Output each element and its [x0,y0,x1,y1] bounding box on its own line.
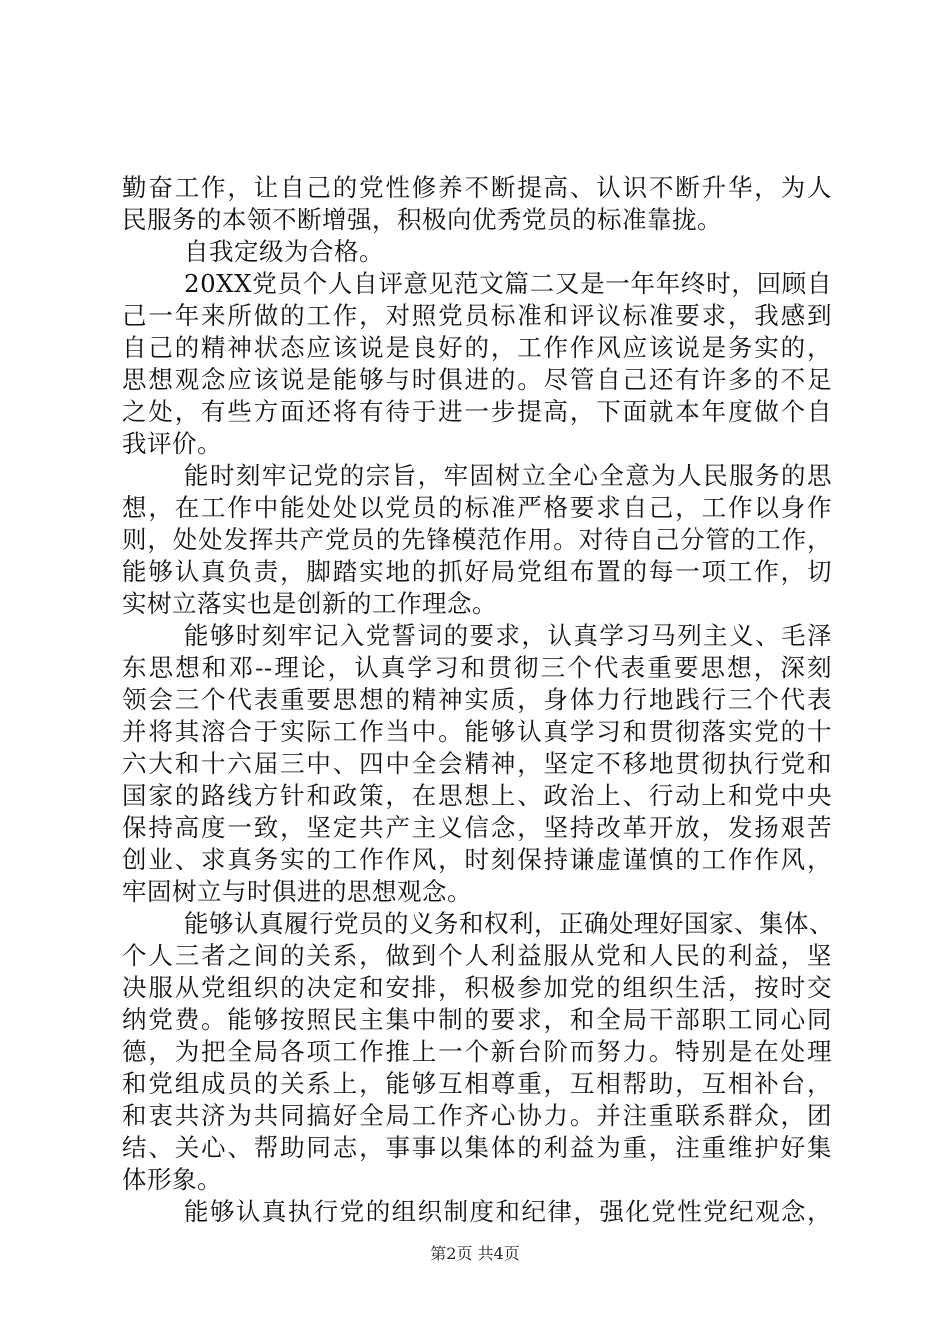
text-line: 20XX党员个人自评意见范文篇二又是一年年终时，回顾自 [184,269,832,298]
text-line: 实树立落实也是创新的工作理念。 [122,589,497,618]
text-line: 能够认真履行党员的义务和权利，正确处理好国家、集体、 [184,909,834,938]
text-line: 则，处处发挥共产党员的先锋模范作用。对待自己分管的工作， [122,525,832,554]
text-line: 能够时刻牢记入党誓词的要求，认真学习马列主义、毛泽 [184,621,832,650]
text-line: 自我定级为合格。 [184,237,384,266]
text-line: 结、关心、帮助同志，事事以集体的利益为重，注重维护好集 [122,1133,832,1162]
page-number-label: 第2页 共4页 [430,1244,520,1263]
text-line: 自己的精神状态应该说是良好的，工作作风应该说是务实的， [122,333,832,362]
text-line: 想，在工作中能处处以党员的标准严格要求自己，工作以身作 [122,493,832,522]
text-line: 牢固树立与时俱进的思想观念。 [122,877,472,906]
text-line: 我评价。 [122,429,222,458]
text-line: 体形象。 [122,1165,222,1194]
text-line: 勤奋工作，让自己的党性修养不断提高、认识不断升华，为人 [122,173,832,202]
text-line: 决服从党组织的决定和安排，积极参加党的组织生活，按时交 [122,973,832,1002]
text-line: 创业、求真务实的工作作风，时刻保持谦虚谨慎的工作作风， [122,845,832,874]
text-line: 纳党费。能够按照民主集中制的要求，和全局干部职工同心同 [122,1005,832,1034]
text-line: 和衷共济为共同搞好全局工作齐心协力。并注重联系群众，团 [122,1101,832,1130]
body-text [122,172,832,1228]
text-line: 领会三个代表重要思想的精神实质，身体力行地践行三个代表 [122,685,832,714]
text-line: 并将其溶合于实际工作当中。能够认真学习和贯彻落实党的十 [122,717,832,746]
text-line: 能时刻牢记党的宗旨，牢固树立全心全意为人民服务的思 [184,461,832,490]
text-line: 思想观念应该说是能够与时俱进的。尽管自己还有许多的不足 [122,365,832,394]
text-line: 六大和十六届三中、四中全会精神，坚定不移地贯彻执行党和 [122,749,832,778]
page-footer [0,1244,950,1264]
text-line: 之处，有些方面还将有待于进一步提高，下面就本年度做个自 [122,397,832,426]
text-line: 能够认真执行党的组织制度和纪律，强化党性党纪观念， [184,1197,832,1226]
text-line: 能够认真负责，脚踏实地的抓好局党组布置的每一项工作，切 [122,557,832,586]
text-line: 民服务的本领不断增强，积极向优秀党员的标准靠拢。 [122,205,722,234]
text-line: 己一年来所做的工作，对照党员标准和评议标准要求，我感到 [122,301,832,330]
text-line: 保持高度一致，坚定共产主义信念，坚持改革开放，发扬艰苦 [122,813,832,842]
text-line: 个人三者之间的关系，做到个人利益服从党和人民的利益，坚 [122,941,832,970]
text-line: 和党组成员的关系上，能够互相尊重，互相帮助，互相补台， [122,1069,832,1098]
text-line: 国家的路线方针和政策，在思想上、政治上、行动上和党中央 [122,781,832,810]
text-line: 德，为把全局各项工作推上一个新台阶而努力。特别是在处理 [122,1037,832,1066]
text-line: 东思想和邓--理论，认真学习和贯彻三个代表重要思想，深刻 [122,653,832,682]
